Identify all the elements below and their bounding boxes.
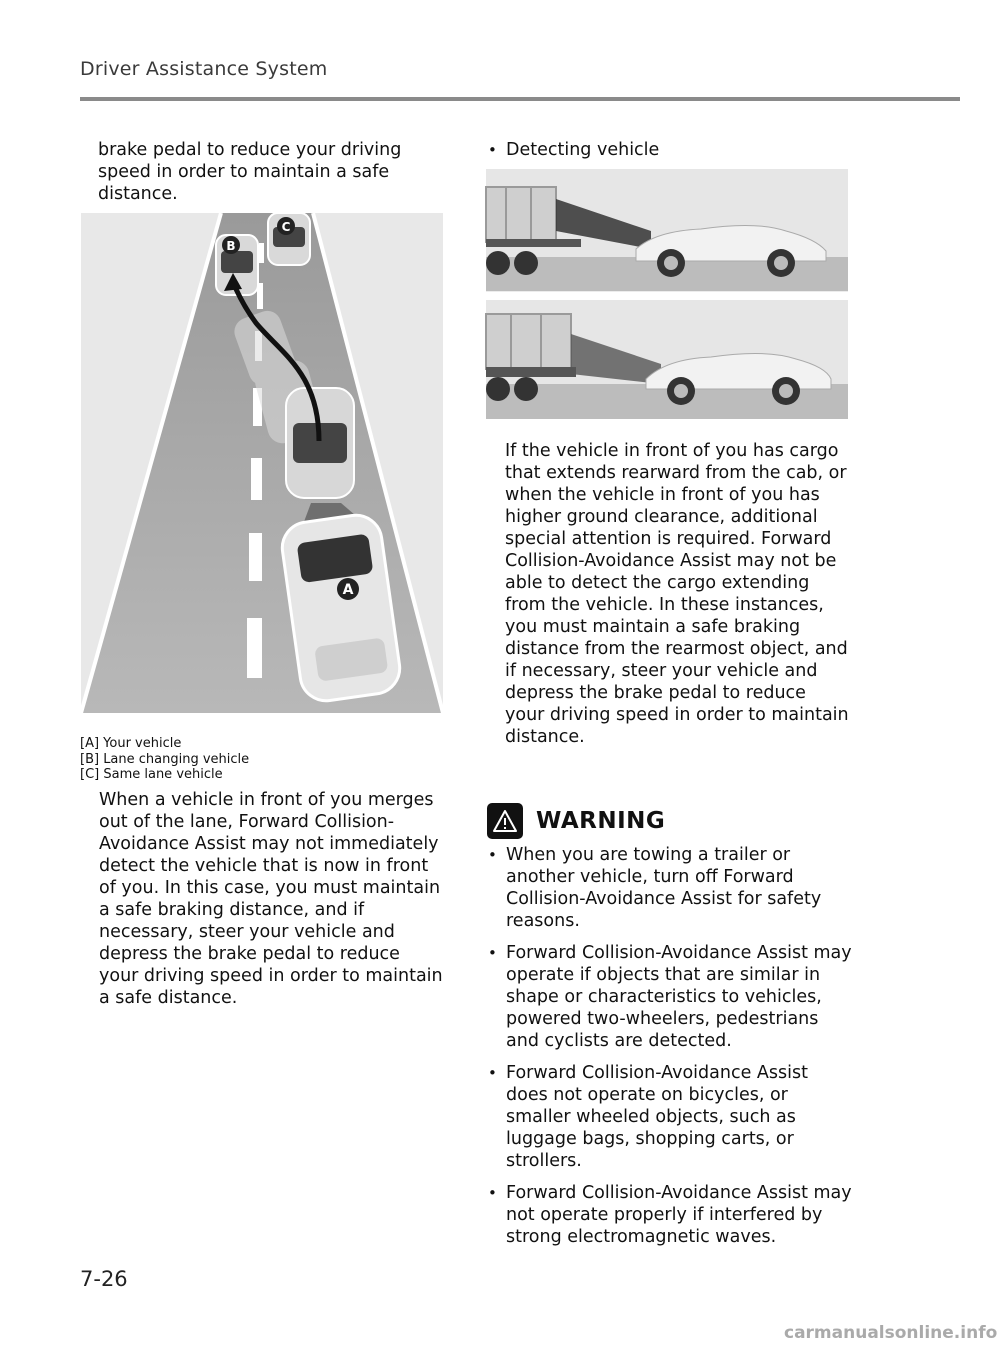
intro-paragraph: brake pedal to reduce your driving speed in order to maintain a safe distance. bbox=[98, 140, 402, 204]
warning-item: • When you are towing a trailer or another vehicle, turn off Forward Collision-Avoidance Assist for safety reasons. bbox=[480, 844, 855, 932]
caption-c: [C] Same lane vehicle bbox=[80, 767, 223, 782]
figure-captions bbox=[80, 736, 249, 783]
merge-paragraph: When a vehicle in front of you merges out of the lane, Forward Collision-Avoidance Assist may not immediately detect the vehicle that is now in front of you. In this case, you must maintain a safe braking distance, and if necessary, steer your vehicle and depress the brake pedal to reduce your driving speed in order to maintain a safe distance. bbox=[99, 790, 443, 1008]
caption-b: [B] Lane changing vehicle bbox=[80, 751, 250, 767]
cargo-detection-illustration bbox=[486, 169, 848, 419]
lane-change-illustration bbox=[81, 213, 443, 713]
warning-list bbox=[480, 844, 855, 1258]
watermark: carmanualsonline.info bbox=[784, 1323, 997, 1343]
label-c: C bbox=[281, 220, 291, 234]
header-title: Driver Assistance System bbox=[80, 58, 328, 80]
label-a: A bbox=[342, 582, 354, 598]
warning-header bbox=[487, 803, 665, 839]
cargo-paragraph: If the vehicle in front of you has cargo that extends rearward from the cab, or when the vehicle in front of you has higher ground clearance, additional special attention is required. Forward Collision-Avoidance Assist may not be able to detect the cargo extending from the vehicle. In these instances, you must maintain a safe braking distance from the rearmost object, and if necessary, steer your vehicle and depress the brake pedal to reduce your driving speed in order to maintain distance. bbox=[505, 441, 849, 747]
detecting-vehicle-bullet: • Detecting vehicle bbox=[480, 139, 886, 161]
caption-a: [A] Your vehicle bbox=[80, 736, 182, 751]
header-divider bbox=[80, 97, 960, 101]
warning-item: • Forward Collision-Avoidance Assist does not operate on bicycles, or smaller wheeled objects, such as luggage bags, shopping carts, or strollers. bbox=[480, 1062, 855, 1172]
warning-title: WARNING bbox=[536, 808, 666, 834]
page-number: 7-26 bbox=[80, 1267, 128, 1291]
warning-item: • Forward Collision-Avoidance Assist may operate if objects that are similar in shape or characteristics to vehicles, powered two-wheelers, pedestrians and cyclists are detected. bbox=[480, 942, 855, 1052]
warning-triangle-icon bbox=[487, 803, 523, 839]
label-b: B bbox=[226, 239, 236, 253]
warning-item: • Forward Collision-Avoidance Assist may not operate properly if interfered by strong electromagnetic waves. bbox=[480, 1182, 855, 1248]
